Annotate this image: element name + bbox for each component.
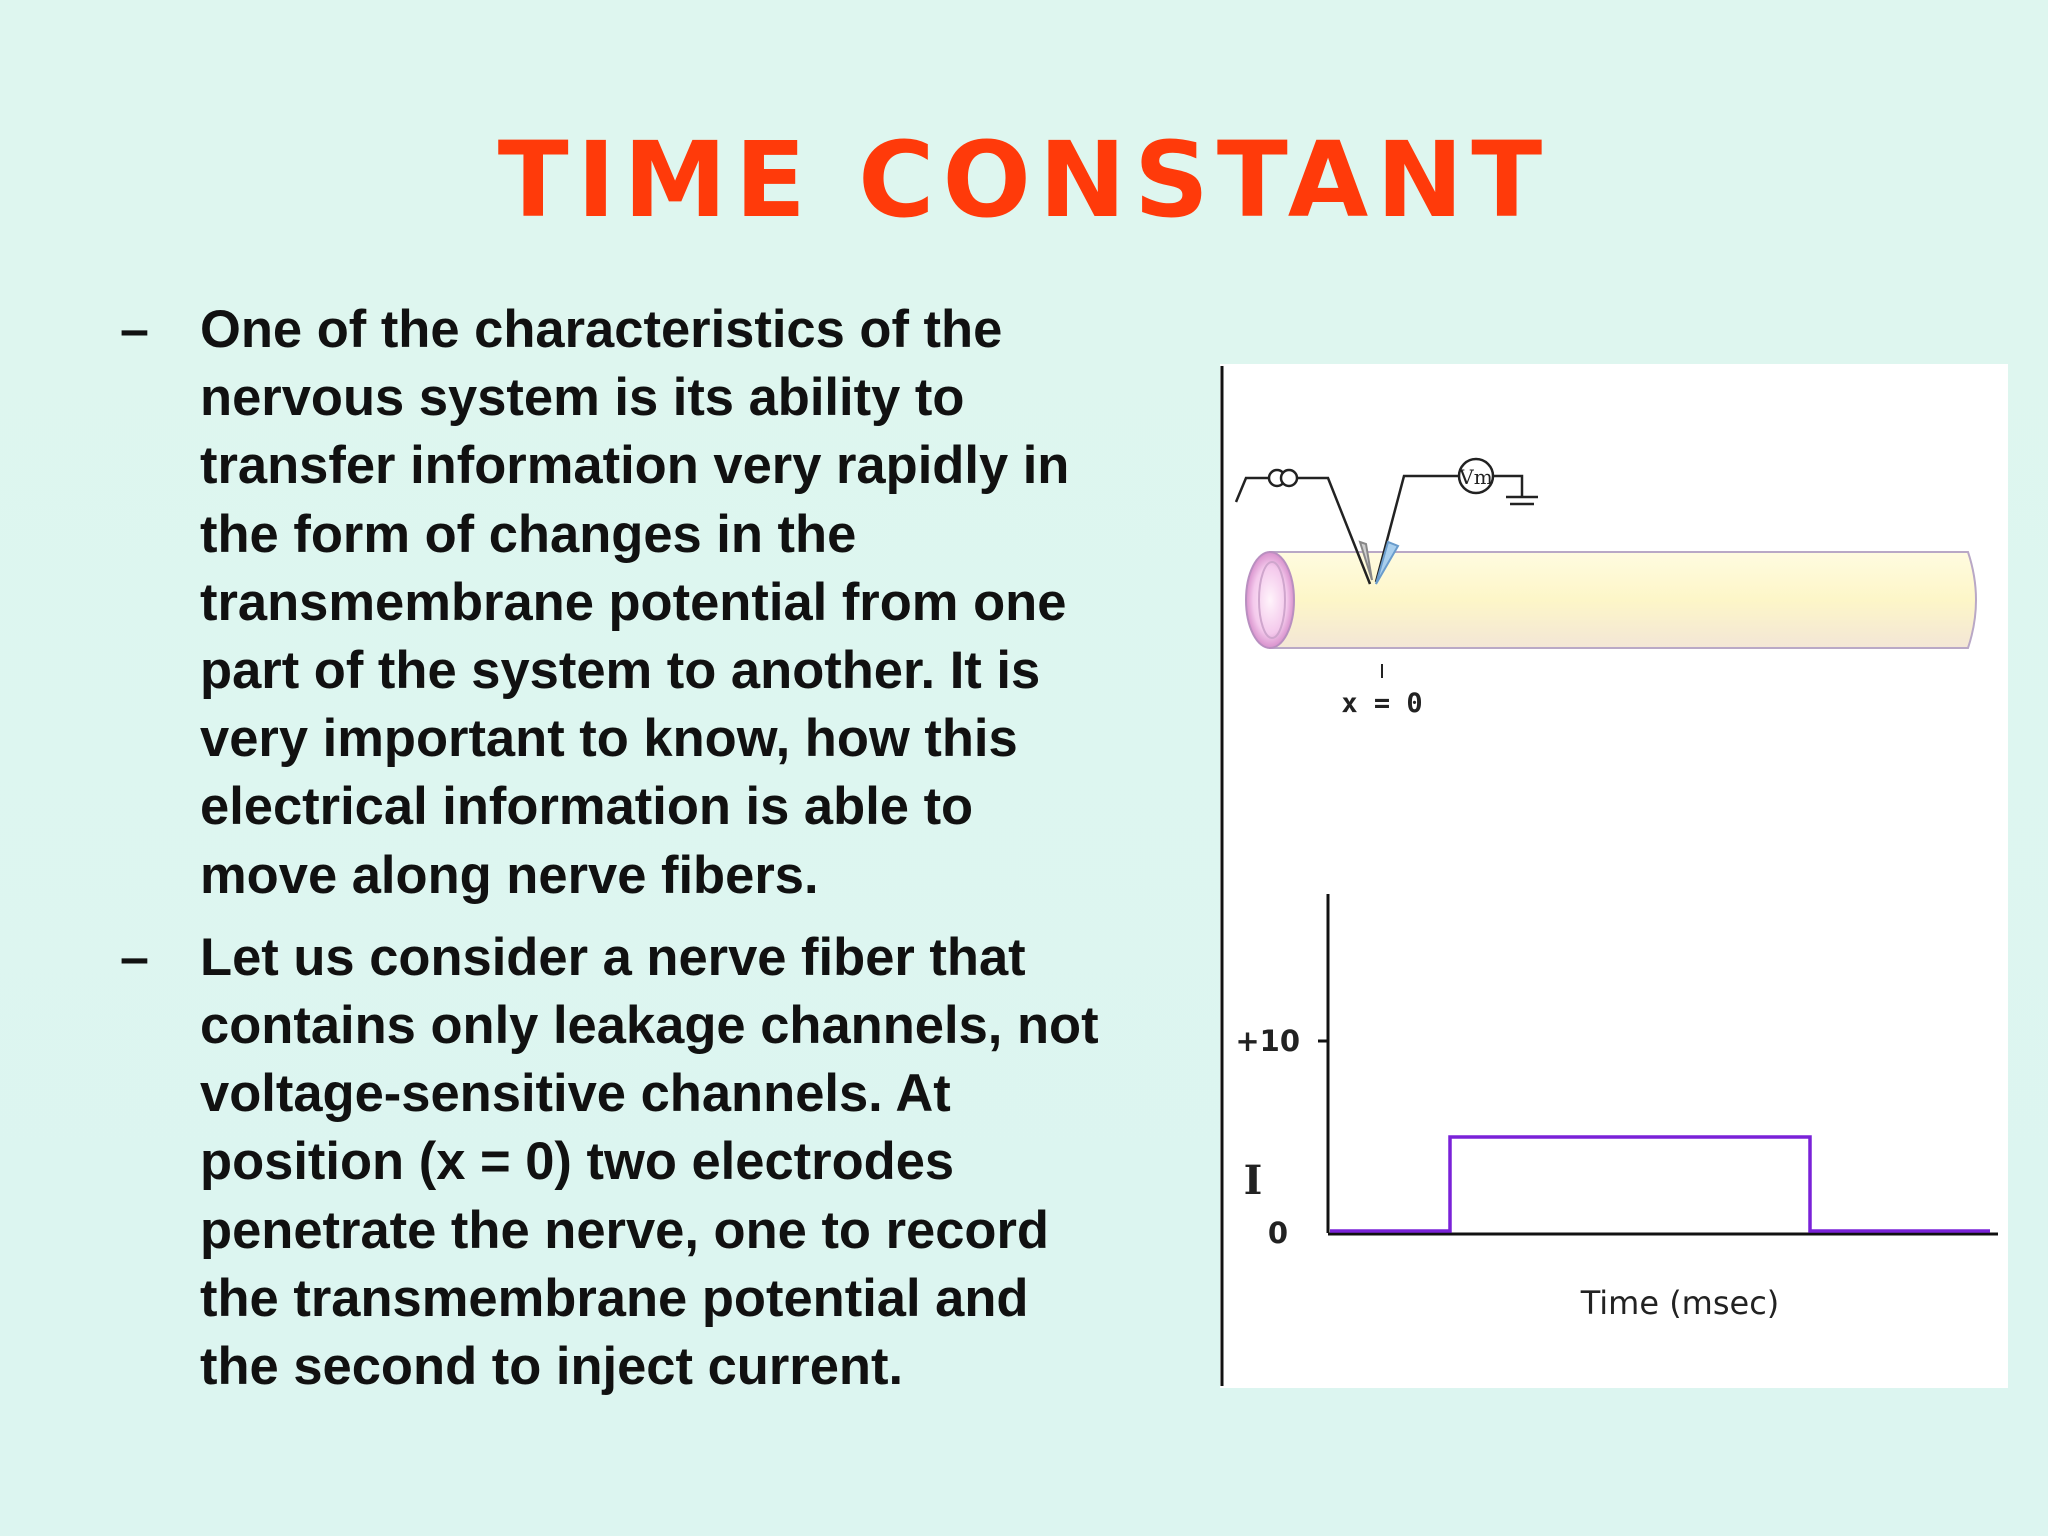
- fiber-end: [1246, 552, 1294, 648]
- bullet-marker: –: [120, 928, 149, 987]
- current-pulse-chart: [1235, 894, 1998, 1322]
- bullet-text: One of the characteristics of the nervous system is its ability to transfer information very rapidly in the form of changes in the transmembrane potential from one part of the system to another. It is very important to know, how this electrical information is able to move along nerve fibers.: [200, 300, 1070, 905]
- y-axis-label: I: [1243, 1157, 1263, 1204]
- x-axis-label: Time (msec): [1580, 1284, 1780, 1322]
- bullet-list: [120, 296, 1200, 1415]
- bullet-item: [120, 296, 1200, 910]
- bullet-text: Let us consider a nerve fiber that contains only leakage channels, not voltage-sensitive channels. At position (x = 0) two electrodes penetrate the nerve, one to record the transmembrane potential and the second to inject current.: [200, 927, 1099, 1397]
- slide-title: TIME CONSTANT: [497, 119, 1551, 241]
- nerve-fiber: [1246, 552, 1976, 648]
- voltmeter-label: Vm: [1459, 465, 1493, 489]
- bullet-item: [120, 924, 1200, 1401]
- y-tick-label: 0: [1267, 1216, 1288, 1250]
- ground-icon: [1506, 497, 1538, 504]
- current-source-icon: [1269, 470, 1297, 486]
- figure-svg: [1220, 364, 2008, 1388]
- fiber-body: [1270, 552, 1976, 648]
- voltmeter-wire-right: [1493, 476, 1522, 496]
- voltmeter-icon: [1458, 459, 1493, 493]
- position-label: x = 0: [1341, 688, 1423, 719]
- current-pulse-series: [1330, 1137, 1990, 1231]
- bullet-marker: –: [120, 301, 149, 359]
- current-wire-left: [1236, 478, 1270, 502]
- nerve-fiber-figure: [1220, 364, 2008, 1388]
- y-tick-label: +10: [1235, 1024, 1300, 1058]
